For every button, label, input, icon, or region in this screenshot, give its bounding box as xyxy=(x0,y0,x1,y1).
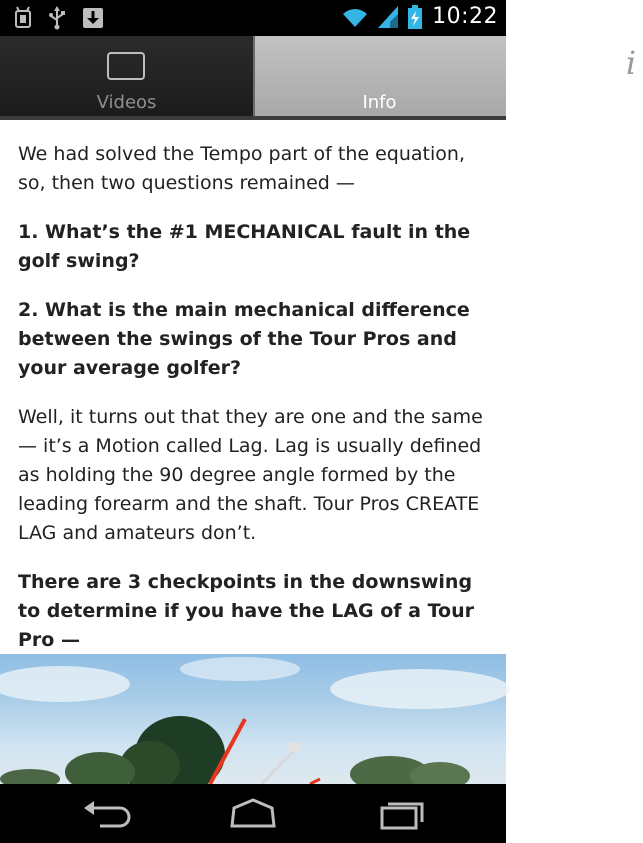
clock: 10:22 xyxy=(432,4,498,29)
question-2: 2. What is the main mechanical difference between the swings of the Tour Pros and your average golfer? xyxy=(18,299,470,379)
tab-videos[interactable] xyxy=(0,36,253,120)
golf-swing-photo xyxy=(0,654,506,784)
tab-info[interactable] xyxy=(253,36,637,120)
tab-info-label: Info xyxy=(362,92,397,113)
notification-icons xyxy=(14,6,104,30)
tab-videos-label: Videos xyxy=(96,92,157,113)
tab-underline xyxy=(0,116,506,120)
status-bar xyxy=(0,0,506,36)
usb-icon xyxy=(48,6,66,30)
lag-paragraph: Well, it turns out that they are one and the same — it’s a Motion called Lag. Lag is usually defined as holding the 90 degree angle formed by the leading forearm and the shaft. Tour Pros CREATE LAG and amateurs don’t. xyxy=(18,406,483,544)
home-icon[interactable] xyxy=(228,798,278,828)
golf-photo-illustration xyxy=(0,654,506,784)
article-content xyxy=(18,140,488,675)
video-icon xyxy=(107,52,145,80)
intro-paragraph: We had solved the Tempo part of the equation, so, then two questions remained — xyxy=(18,143,465,194)
checkpoints-heading: There are 3 checkpoints in the downswing to determine if you have the LAG of a Tour Pro — xyxy=(18,571,475,651)
recent-apps-icon[interactable] xyxy=(378,798,428,830)
wifi-icon xyxy=(342,6,368,28)
download-icon xyxy=(82,7,104,29)
back-icon[interactable] xyxy=(80,800,130,830)
signal-icon xyxy=(378,6,398,28)
battery-charging-icon xyxy=(408,5,422,29)
tab-divider xyxy=(253,36,255,120)
navigation-bar xyxy=(0,784,506,843)
system-status xyxy=(342,4,498,29)
question-1: 1. What’s the #1 MECHANICAL fault in the golf swing? xyxy=(18,221,471,272)
android-debug-icon xyxy=(14,7,32,29)
info-icon: i xyxy=(625,44,637,82)
